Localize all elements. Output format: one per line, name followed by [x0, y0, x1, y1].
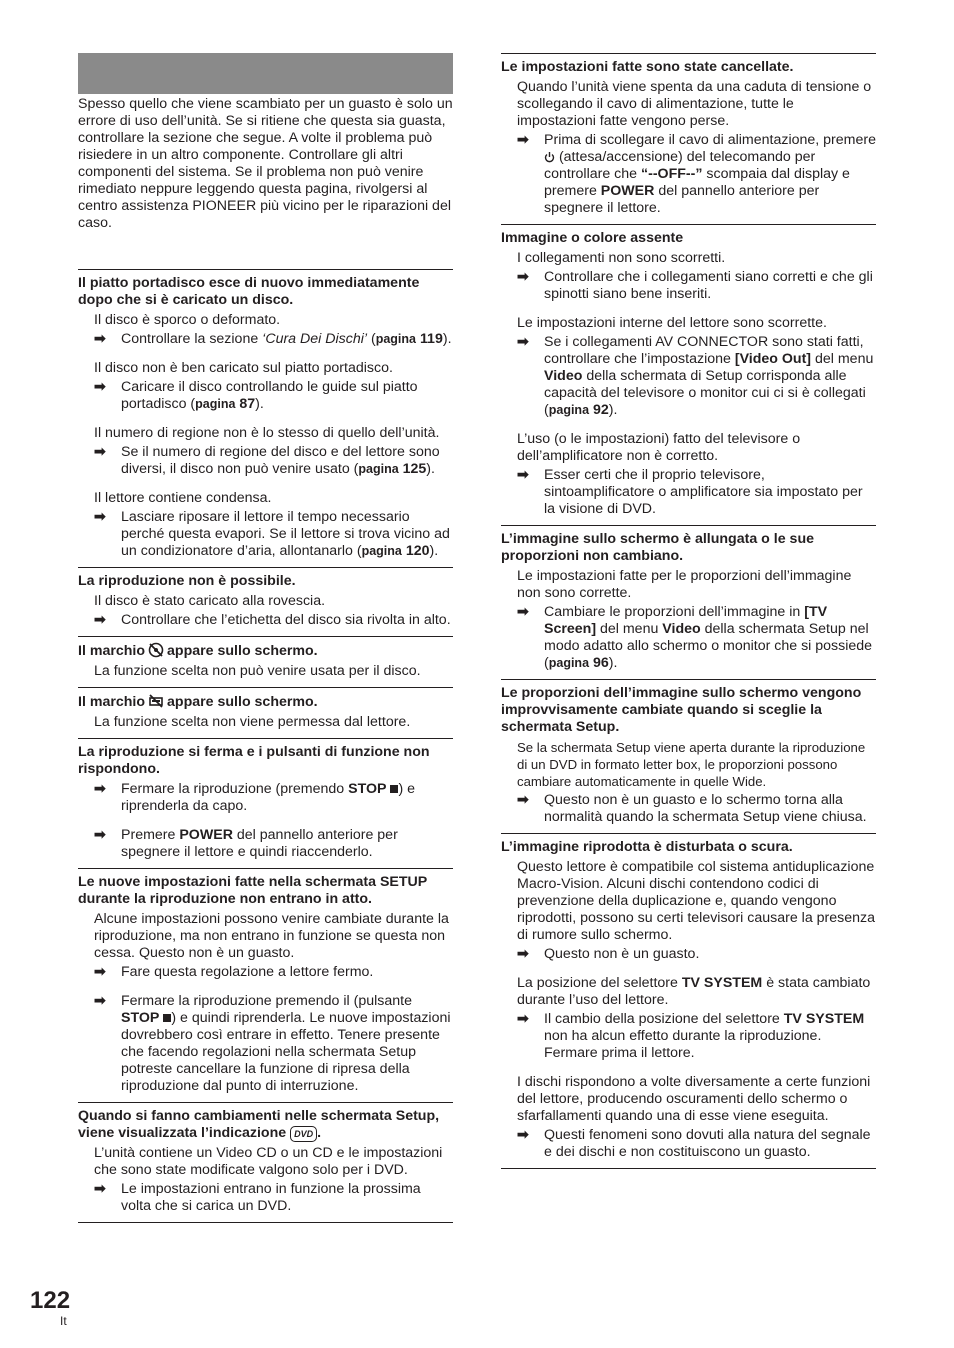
- cause-text: La funzione scelta non può venire usata per il disco.: [94, 663, 421, 679]
- troubleshoot-dvd-indicator: [78, 1103, 453, 1223]
- language-code: It: [60, 1314, 67, 1328]
- cause-text: Le impostazioni interne del lettore sono scorrette.: [517, 315, 827, 331]
- remedy: [517, 946, 876, 963]
- arrow-icon: ➡: [94, 827, 106, 843]
- cause-text: Le impostazioni fatte per le proporzioni dell’immagine non sono corrette.: [517, 568, 852, 601]
- remedy-text: Questi fenomeni sono dovuti alla natura del segnale e dei dischi e non costituiscono un guasto.: [544, 1127, 871, 1160]
- remedy: [517, 604, 876, 672]
- troubleshoot-disc-tray: [78, 270, 453, 568]
- cause-text: La funzione scelta non viene permessa dal lettore.: [94, 714, 411, 730]
- prohibited-disc-icon: [148, 642, 164, 658]
- arrow-icon: ➡: [94, 444, 106, 460]
- arrow-icon: ➡: [517, 334, 529, 350]
- troubleshoot-playback: [78, 568, 453, 637]
- arrow-icon: ➡: [94, 964, 106, 980]
- arrow-icon: ➡: [517, 1011, 529, 1027]
- cause-text: I dischi rispondono a volte diversamente a certe funzioni del lettore, producendo oscuramenti dello schermo o sfarfallamenti quando una di esse viene eseguita.: [517, 1074, 871, 1124]
- cause-text: Il numero di regione non è lo stesso di quello dell’unità.: [94, 425, 440, 441]
- problem-title: La riproduzione non è possibile.: [78, 573, 296, 589]
- remedy: [94, 379, 453, 413]
- remedy: [517, 334, 876, 419]
- arrow-icon: ➡: [517, 604, 529, 620]
- problem-title: La riproduzione si ferma e i pulsanti di funzione non rispondono.: [78, 744, 430, 777]
- remedy-text: Il cambio della posizione del selettore TV SYSTEM non ha alcun effetto durante la riproduzione. Fermare prima il lettore.: [544, 1011, 865, 1061]
- troubleshoot-aspect-ratio: [501, 526, 876, 680]
- arrow-icon: ➡: [517, 132, 529, 148]
- cause-text: La posizione del selettore TV SYSTEM è stata cambiato durante l’uso del lettore.: [517, 975, 871, 1008]
- problem-title: Le impostazioni fatte sono state cancellate.: [501, 59, 794, 75]
- cause-text: Il disco è sporco o deformato.: [94, 312, 281, 328]
- cause-text: Il lettore contiene condensa.: [94, 490, 272, 506]
- remedy: [94, 509, 453, 560]
- remedy: [94, 993, 453, 1095]
- remedy-text: Fermare la riproduzione premendo il (pulsante STOP ) e quindi riprenderla. Le nuove impostazioni dovrebbero così entrare in effetto. Tenere presente che facendo regolazioni nella schermata Setup potreste cancellare la funzione di ripresa della riproduzione dal punto di interruzione.: [121, 993, 451, 1094]
- arrow-icon: ➡: [517, 792, 529, 808]
- intro-paragraph: Spesso quello che viene scambiato per un guasto è solo un errore di uso dell’unità. Se si ritiene che questa sia guasta, controllare la sezione che segue. A volte il problema può risiedere in un altro componente. Controllare gli altri componenti del sistema. Se il problema non può venire rimediato neppure leggendo questa pagina, rivolgersi al centro assistenza PIONEER più vicino per le riparazioni del caso.: [78, 96, 453, 270]
- problem-title: Il marchio appare sullo schermo.: [78, 643, 318, 659]
- remedy: [94, 444, 453, 478]
- power-standby-icon: [544, 151, 555, 163]
- troubleshoot-settings-lost: [501, 53, 876, 225]
- remedy: [517, 792, 876, 826]
- arrow-icon: ➡: [94, 612, 106, 628]
- remedy: [517, 1127, 876, 1161]
- arrow-icon: ➡: [517, 467, 529, 483]
- arrow-icon: ➡: [517, 946, 529, 962]
- cause-text: Se la schermata Setup viene aperta durante la riproduzione di un DVD in formato letter box, le proporzioni possono cambiare automaticamente in quelle Wide.: [517, 740, 866, 789]
- cause-text: Quando l’unità viene spenta da una caduta di tensione o scollegando il cavo di alimentazione, tutte le impostazioni fatte vengono perse.: [517, 79, 872, 129]
- cause-text: Questo lettore è compatibile col sistema antiduplicazione Macro-Vision. Alcuni dischi contendono codici di prevenzione della duplicazione e, quando vengono riprodotti, possono su certi televisori causare la presenza di rumore sullo schermo.: [517, 859, 876, 943]
- remedy-text: Questo non è un guasto.: [544, 946, 700, 962]
- remedy: [94, 964, 453, 981]
- problem-title: Il piatto portadisco esce di nuovo immediatamente dopo che si è caricato un disco.: [78, 275, 420, 308]
- arrow-icon: ➡: [94, 379, 106, 395]
- right-column: [501, 53, 876, 1169]
- problem-title: Immagine o colore assente: [501, 230, 684, 246]
- troubleshoot-mark-player: [78, 688, 453, 739]
- arrow-icon: ➡: [94, 1181, 106, 1197]
- remedy-text: Controllare che i collegamenti siano corretti e che gli spinotti siano bene inseriti.: [544, 269, 873, 302]
- remedy-text: Fare questa regolazione a lettore fermo.: [121, 964, 374, 980]
- remedy: [94, 827, 453, 861]
- section-header-bar: [78, 53, 453, 94]
- problem-title: Le proporzioni dell’immagine sullo schermo vengono improvvisamente cambiate quando si sceglie la schermata Setup.: [501, 685, 862, 735]
- problem-title: Le nuove impostazioni fatte nella schermata SETUP durante la riproduzione non entrano in atto.: [78, 874, 427, 907]
- problem-title: L’immagine riprodotta è disturbata o scura.: [501, 839, 793, 855]
- arrow-icon: ➡: [517, 269, 529, 285]
- cause-text: I collegamenti non sono scorretti.: [517, 250, 726, 266]
- cause-text: Il disco non è ben caricato sul piatto portadisco.: [94, 360, 393, 376]
- troubleshoot-no-picture: [501, 225, 876, 526]
- remedy-text: Controllare la sezione ‘Cura Dei Dischi’ (pagina 119).: [121, 331, 452, 347]
- remedy: [517, 269, 876, 303]
- cause-text: Il disco è stato caricato alla rovescia.: [94, 593, 326, 609]
- arrow-icon: ➡: [94, 509, 106, 525]
- remedy: [517, 1011, 876, 1062]
- cause-text: L’unità contiene un Video CD o un CD e le impostazioni che sono state modificate valgono solo per i DVD.: [94, 1145, 443, 1178]
- remedy-text: Se il numero di regione del disco e del lettore sono diversi, il disco non può venire usato (pagina 125).: [121, 444, 440, 477]
- remedy-text: Fermare la riproduzione (premendo STOP ) e riprenderla da capo.: [121, 781, 415, 814]
- remedy: [517, 132, 876, 217]
- remedy-text: Le impostazioni entrano in funzione la prossima volta che si carica un DVD.: [121, 1181, 421, 1214]
- page-number: 122: [30, 1287, 71, 1314]
- cause-text: L’uso (o le impostazioni) fatto del televisore o dell’amplificatore non è corretto.: [517, 431, 801, 464]
- left-column: [78, 53, 453, 1223]
- arrow-icon: ➡: [94, 993, 106, 1009]
- remedy-text: Caricare il disco controllando le guide sul piatto portadisco (pagina 87).: [121, 379, 418, 412]
- remedy-text: Lasciare riposare il lettore il tempo necessario perché questa evapori. Se il lettore si trova vicino ad un condizionatore d’aria, allontanarlo (pagina 120).: [121, 509, 450, 559]
- prohibited-player-icon: [148, 693, 164, 709]
- troubleshoot-mark-disc: [78, 637, 453, 688]
- problem-title: L’immagine sullo schermo è allungata o le sue proporzioni non cambiano.: [501, 531, 815, 564]
- troubleshoot-noisy-picture: [501, 834, 876, 1169]
- remedy-text: Questo non è un guasto e lo schermo torna alla normalità quando la schermata Setup viene chiusa.: [544, 792, 867, 825]
- remedy-text: Controllare che l’etichetta del disco sia rivolta in alto.: [121, 612, 451, 628]
- remedy: [94, 331, 453, 348]
- problem-title: Il marchio appare sullo schermo.: [78, 694, 318, 710]
- cause-text: Alcune impostazioni possono venire cambiate durante la riproduzione, ma non entrano in funzione se questa non cessa. Questo non è un guasto.: [94, 911, 449, 961]
- problem-title: Quando si fanno cambiamenti nelle schermata Setup, viene visualizzata l’indicazione DVD .: [78, 1108, 440, 1141]
- remedy-text: Esser certi che il proprio televisore, sintoamplificatore o amplificatore sia impostato per la visione di DVD.: [544, 467, 863, 517]
- remedy-text: Se i collegamenti AV CONNECTOR sono stati fatti, controllare che l’impostazione [Video Out] del menu Video della schermata di Setup corrisponda alle capacità del televisore o monitor cui ci si è collegati (pagina 92).: [544, 334, 874, 418]
- arrow-icon: ➡: [94, 781, 106, 797]
- troubleshoot-playback-stops: [78, 739, 453, 869]
- remedy: [517, 467, 876, 518]
- troubleshoot-aspect-change-setup: [501, 680, 876, 834]
- remedy-text: Premere POWER del pannello anteriore per spegnere il lettore e quindi riaccenderlo.: [121, 827, 398, 860]
- remedy: [94, 1181, 453, 1215]
- troubleshoot-setup-changes: [78, 869, 453, 1103]
- arrow-icon: ➡: [94, 331, 106, 347]
- dvd-logo-icon: DVD: [290, 1126, 317, 1142]
- remedy-text: Prima di scollegare il cavo di alimentazione, premere (attesa/accensione) del telecomando per controllare che “--OFF--” scompaia dal display e premere POWER del pannello anteriore per spegnere il lettore.: [544, 132, 876, 216]
- remedy: [94, 612, 453, 629]
- remedy-text: Cambiare le proporzioni dell’immagine in [TV Screen] del menu Video della schermata Setup nel modo adatto allo schermo o monitor che si possiede (pagina 96).: [544, 604, 873, 671]
- remedy: [94, 781, 453, 815]
- arrow-icon: ➡: [517, 1127, 529, 1143]
